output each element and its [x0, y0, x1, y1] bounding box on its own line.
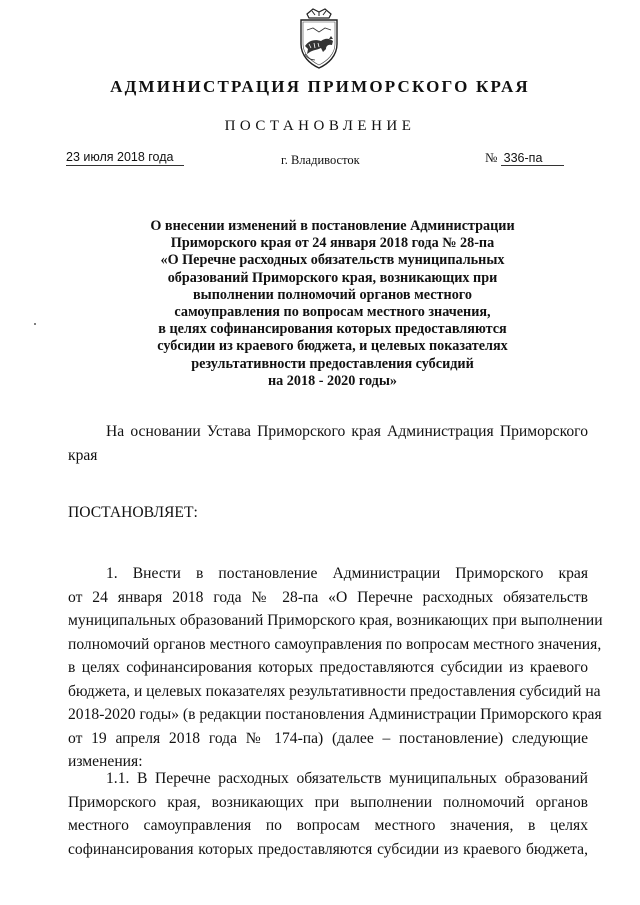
coat-of-arms-tiger-icon	[293, 8, 345, 70]
basis-paragraph	[68, 420, 588, 468]
document-title	[110, 218, 555, 390]
paragraph-line: от 19 апреля 2018 года № 174-па) (далее – постановление) следующие	[68, 729, 588, 747]
paragraph-line: бюджета, и целевых показателях результативности предоставления субсидий на	[68, 682, 601, 700]
paragraph-line: Приморского края, возникающих при выполнении полномочий органов	[68, 793, 588, 811]
paragraph-line: полномочий органов местного самоуправления по вопросам местного значения,	[68, 635, 602, 653]
paragraph-line: местного самоуправления по вопросам местного значения, в целях	[68, 817, 588, 834]
basis-line: края	[68, 447, 98, 464]
paragraph-line: 1.1. В Перечне расходных обязательств муниципальных образований	[106, 770, 588, 787]
title-line: субсидии из краевого бюджета, и целевых показателях	[157, 338, 508, 355]
paragraph-line: изменения:	[68, 753, 143, 770]
organization-name: АДМИНИСТРАЦИЯ ПРИМОРСКОГО КРАЯ	[110, 77, 530, 96]
paragraph-1	[68, 562, 603, 774]
document-number	[485, 150, 564, 166]
decree-word: ПОСТАНОВЛЯЕТ:	[68, 504, 198, 521]
paragraph-line: от 24 января 2018 года № 28-па «О Перечне расходных обязательств	[68, 588, 588, 606]
title-line: в целях софинансирования которых предоставляются	[158, 321, 507, 338]
paragraph-line: софинансирования которых предоставляются субсидии из краевого бюджета,	[68, 840, 588, 858]
document-city: г. Владивосток	[281, 153, 360, 167]
document-type: ПОСТАНОВЛЕНИЕ	[224, 118, 416, 134]
title-line: Приморского края от 24 января 2018 года № 28-па	[170, 235, 495, 252]
number-value: 336-па	[501, 151, 564, 166]
title-line: самоуправления по вопросам местного значения,	[174, 304, 491, 321]
number-prefix: №	[485, 150, 498, 165]
paragraph-line: 2018-2020 годы» (в редакции постановления Администрации Приморского края	[68, 706, 602, 723]
title-line: О внесении изменений в постановление Администрации	[150, 218, 515, 234]
title-line: выполнении полномочий органов местного	[193, 286, 472, 303]
title-line: образований Приморского края, возникающих при	[167, 269, 498, 286]
scan-speck	[34, 323, 36, 325]
paragraph-1-1	[68, 767, 588, 861]
title-line: на 2018 - 2020 годы»	[267, 372, 398, 389]
title-line: результативности предоставления субсидий	[191, 355, 474, 372]
paragraph-line: в целях софинансирования которых предоставляются субсидии из краевого	[68, 659, 588, 676]
document-date: 23 июля 2018 года	[66, 150, 184, 166]
paragraph-line: 1. Внести в постановление Администрации Приморского края	[106, 565, 588, 582]
title-line: «О Перечне расходных обязательств муниципальных	[160, 252, 505, 269]
basis-line: На основании Устава Приморского края Администрация Приморского	[106, 423, 588, 440]
paragraph-line: муниципальных образований Приморского края, возникающих при выполнении	[68, 612, 603, 629]
